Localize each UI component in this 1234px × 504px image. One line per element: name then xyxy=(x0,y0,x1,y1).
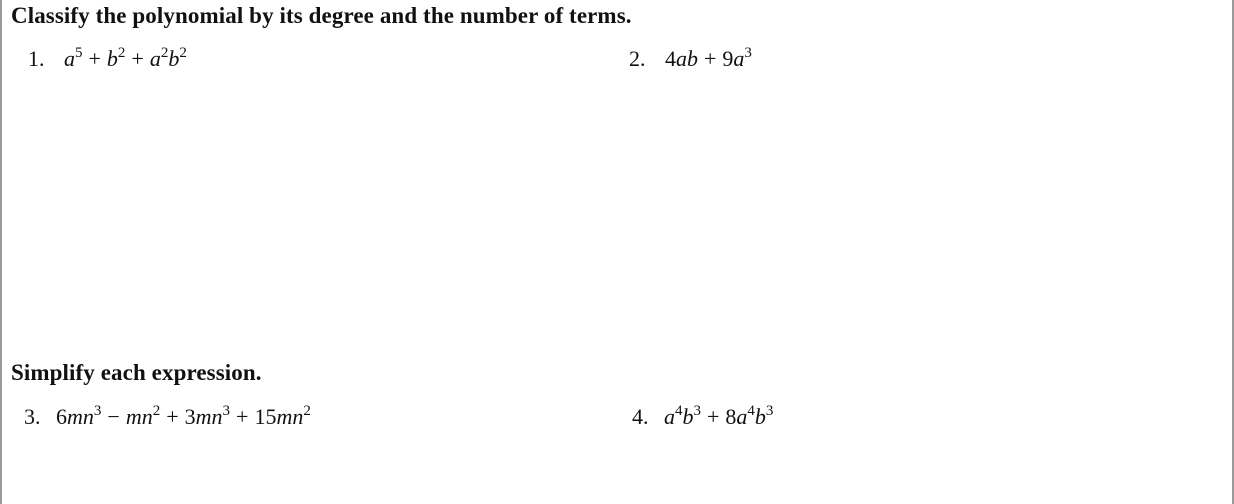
problem-4 xyxy=(632,404,773,430)
problem-number: 1. xyxy=(28,46,45,71)
problem-expression: $6mn^3 - mn^2 + 3mn^3 + 15mn^2$ xyxy=(56,403,311,429)
problem-expression: $a^5 + b^2 + a^2b^2$ xyxy=(64,45,187,71)
section-heading-simplify: Simplify each expression. xyxy=(11,360,262,385)
problem-1 xyxy=(28,46,187,72)
section-heading-classify: Classify the polynomial by its degree and the number of terms. xyxy=(11,3,632,28)
problem-3 xyxy=(24,404,311,430)
problem-number: 3. xyxy=(24,404,41,429)
problem-expression: $4ab + 9a^3$ xyxy=(665,45,752,71)
problem-expression: $a^4b^3 + 8a^4b^3$ xyxy=(664,403,774,429)
problem-2 xyxy=(629,46,752,72)
problem-number: 2. xyxy=(629,46,646,71)
problem-number: 4. xyxy=(632,404,649,429)
